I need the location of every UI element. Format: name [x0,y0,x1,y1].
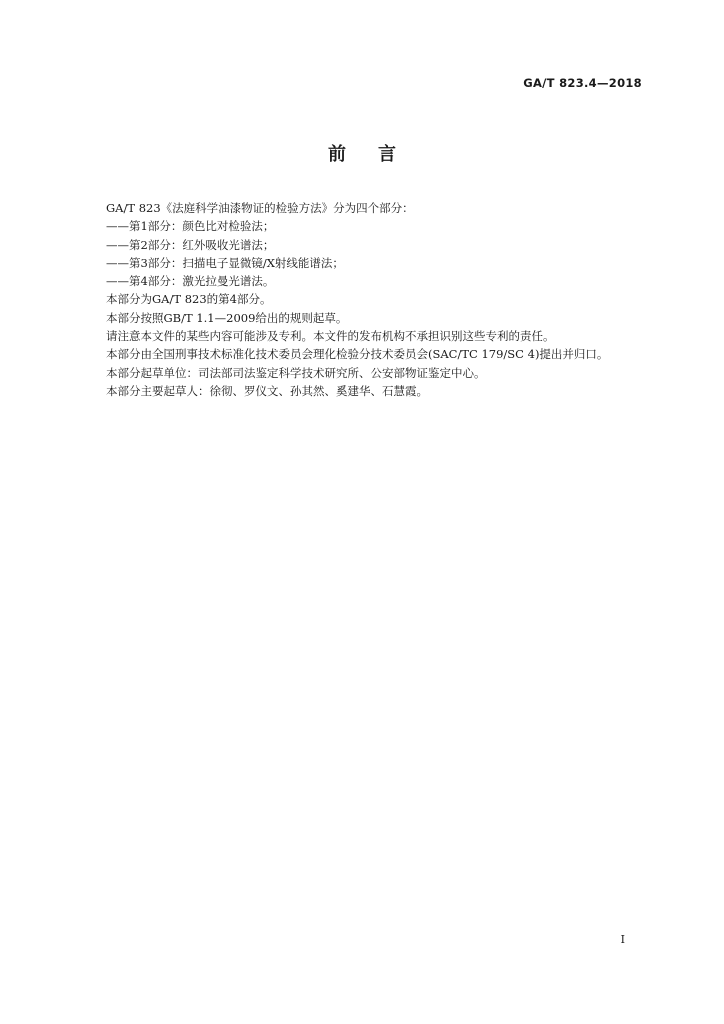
paragraph-standard-parts: GA/T 823《法庭科学油漆物证的检验方法》分为四个部分： [106,201,414,215]
page-title: 前言 [328,144,428,165]
paragraph-drafting-units: 本部分起草单位：司法部司法鉴定科学技术研究所、公安部物证鉴定中心。 [106,365,486,380]
paragraph-part-2: ——第2部分：红外吸收光谱法； [106,237,275,252]
standard-code: GA/T 823.4—2018 [523,76,642,90]
paragraph-drafters: 本部分主要起草人：徐彻、罗仪文、孙其然、奚建华、石慧霞。 [106,383,428,398]
paragraph-part-4: ——第4部分：激光拉曼光谱法。 [106,274,275,289]
paragraph-drafting-rules: 本部分按照GB/T 1.1—2009给出的规则起草。 [106,310,348,325]
paragraph-this-part: 本部分为GA/T 823的第4部分。 [106,292,272,307]
paragraph-proposer: 本部分由全国刑事技术标准化技术委员会理化检验分技术委员会(SAC/TC 179/SC 4)提出并归口。 [106,347,609,362]
page-number: I [620,933,625,946]
paragraph-part-3: ——第3部分：扫描电子显微镜/X射线能谱法； [106,255,344,270]
paragraph-part-1: ——第1部分：颜色比对检验法； [106,219,275,234]
paragraph-patent-notice: 请注意本文件的某些内容可能涉及专利。本文件的发布机构不承担识别这些专利的责任。 [106,329,555,344]
foreword-body [82,199,642,400]
